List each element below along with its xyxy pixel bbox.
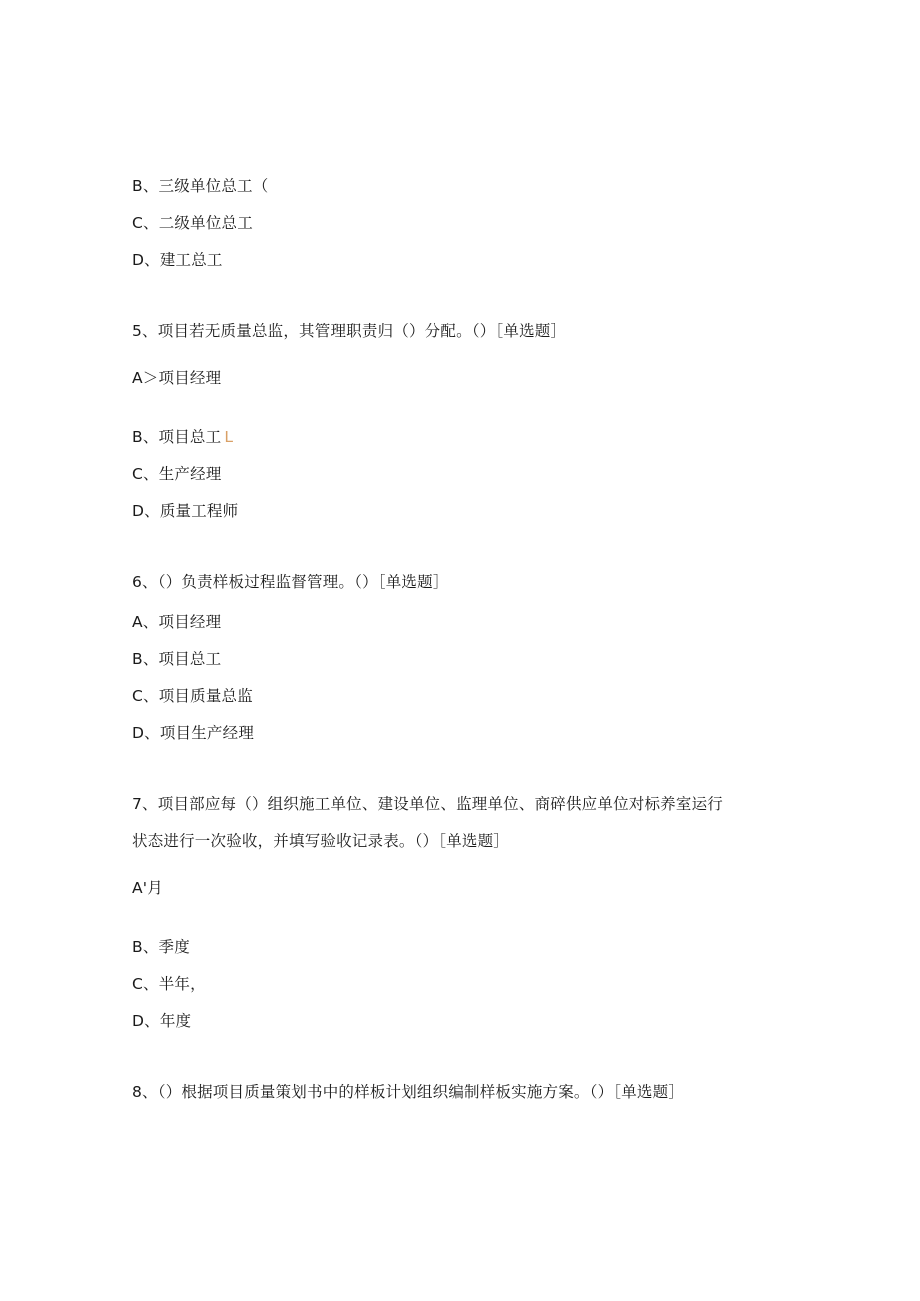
- q5-option-b-label: B、项目总工: [132, 428, 222, 446]
- q7-option-d: D、年度: [132, 1012, 192, 1030]
- q6-question: 6、（）负责样板过程监督管理。（）［单选题］: [132, 573, 449, 591]
- q4-option-b: B、三级单位总工（: [132, 177, 269, 195]
- q6-option-b: B、项目总工: [132, 650, 222, 668]
- q5-option-a: A＞项目经理: [132, 369, 222, 387]
- q5-option-d: D、质量工程师: [132, 502, 239, 520]
- q5-question: 5、项目若无质量总监，其管理职责归（）分配。（）［单选题］: [132, 322, 567, 340]
- q5-option-b: [132, 427, 233, 447]
- q6-option-a: A、项目经理: [132, 613, 222, 631]
- q8-question: 8、（）根据项目质量策划书中的样板计划组织编制样板实施方案。（）［单选题］: [132, 1083, 685, 1101]
- q6-option-d: D、项目生产经理: [132, 724, 255, 742]
- q4-option-d: D、建工总工: [132, 251, 223, 269]
- q5-option-c: C、生产经理: [132, 465, 222, 483]
- q7-option-a: A'月: [132, 879, 163, 897]
- q7-question-line1: 7、项目部应每（）组织施工单位、建设单位、监理单位、商碎供应单位对标养室运行: [132, 795, 723, 813]
- q5-option-b-mark: L: [224, 428, 234, 446]
- q7-option-b: B、季度: [132, 938, 190, 956]
- q7-option-c: C、半年，: [132, 975, 206, 993]
- q7-question-line2: 状态进行一次验收，并填写验收记录表。（）［单选题］: [132, 832, 510, 850]
- q4-option-c: C、二级单位总工: [132, 214, 253, 232]
- q6-option-c: C、项目质量总监: [132, 687, 253, 705]
